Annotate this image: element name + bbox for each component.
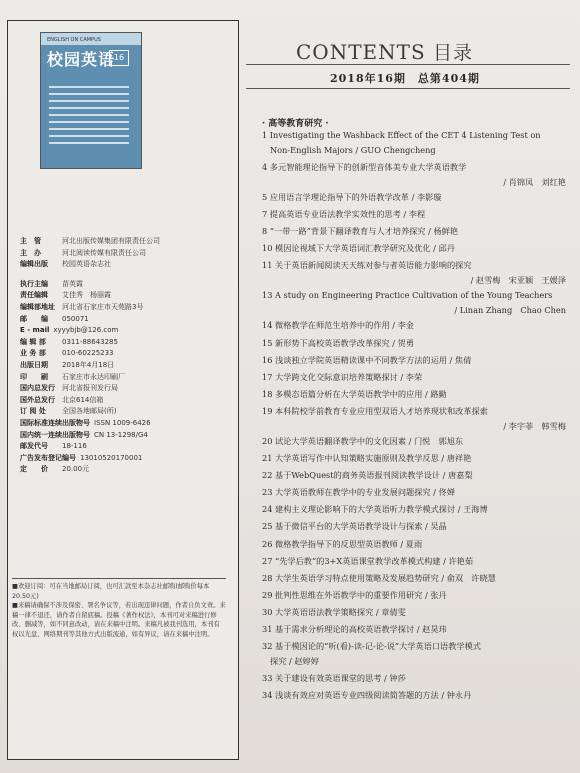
masthead-value: xyyybjb@126.com (53, 326, 119, 335)
toc-entry[interactable]: / 赵雪梅 宋亚颖 王媛泽 (470, 275, 566, 286)
toc-entry[interactable]: 32 基于模因论的“听(看)-读-记-论-说”大学英语口语教学模式 (262, 641, 481, 652)
toc-entry[interactable]: / Linan Zhang Chao Chen (454, 305, 566, 316)
section-title: · 高等教育研究 · (262, 119, 329, 129)
masthead-row (20, 290, 230, 302)
masthead-label: 国际标准连续出版物号 (20, 418, 90, 427)
toc-entry[interactable]: 5 应用语言学理论指导下的外语教学改革 / 李影璇 (262, 192, 442, 203)
masthead-row (20, 236, 230, 248)
masthead-label: E - mail (20, 326, 50, 335)
header-rule-bottom (246, 88, 570, 89)
toc-entry[interactable]: 14 微格教学在师范生培养中的作用 / 李金 (262, 320, 414, 331)
masthead-label: 邮发代号 (20, 442, 48, 451)
masthead-label: 印 刷 (20, 372, 48, 381)
masthead-value: 050071 (62, 314, 89, 323)
masthead-value: 20.00元 (62, 465, 90, 474)
masthead-value: 2018年4月18日 (62, 360, 115, 369)
masthead-value: ISSN 1009-6426 (94, 418, 151, 427)
contents-title: CONTENTS (296, 40, 426, 64)
toc-entry[interactable]: 24 建构主义理论影响下的大学英语听力教学模式探讨 / 王海博 (262, 504, 488, 515)
masthead-value: 河北阅读传媒有限责任公司 (62, 248, 146, 257)
toc-entry[interactable]: 1 Investigating the Washback Effect of the CET 4 Listening Test on (262, 130, 541, 140)
note-subscription: ■欢迎订阅：可在当地邮局订阅，也可汇款至本杂志社邮购(邮购价每本20.50元) (12, 583, 210, 600)
masthead-value: 北京614信箱 (62, 395, 104, 404)
masthead-label: 国外总发行 (20, 395, 55, 404)
masthead-label: 订 阅 处 (20, 407, 46, 416)
masthead-row (20, 248, 230, 260)
masthead-label: 责任编辑 (20, 291, 48, 300)
toc-entry[interactable]: 20 试论大学英语翻译教学中的文化因素 / 门悦 郭旭东 (262, 435, 464, 446)
masthead-label: 国内总发行 (20, 384, 55, 393)
toc-entry[interactable]: 21 大学英语写作中认知策略实施原则及教学反思 / 唐祥艳 (262, 453, 472, 464)
masthead-row (20, 314, 230, 326)
contents-header (296, 38, 473, 65)
masthead-notes (12, 578, 226, 639)
masthead-label: 业 务 部 (20, 349, 46, 358)
masthead-label: 执行主编 (20, 279, 48, 288)
masthead-value: 艾佳秀 杨丽霞 (62, 291, 111, 300)
toc-entry[interactable]: 7 提高英语专业语法教学实效性的思考 / 李程 (262, 209, 426, 220)
toc-entry[interactable]: 8 “一带一路”背景下翻译教育与人才培养探究 / 杨鲜艳 (262, 226, 459, 237)
masthead-row (20, 453, 230, 465)
masthead-label: 邮 编 (20, 314, 48, 323)
masthead-value: 河北出版传媒集团有限责任公司 (62, 237, 160, 245)
masthead-value: 石家庄市永达印刷厂 (62, 372, 125, 381)
masthead-label: 主 办 (20, 248, 41, 257)
toc-entry[interactable]: 27 “先学后教”的3+X英语课堂教学改革模式构建 / 许艳茹 (262, 555, 474, 566)
masthead-row (20, 325, 230, 337)
toc-entry[interactable]: 33 关于建设有效英语课堂的思考 / 钟莎 (262, 673, 406, 684)
toc-entry[interactable]: 17 大学跨文化交际意识培养策略探讨 / 李荣 (262, 371, 423, 382)
toc-entry[interactable]: 16 浅谈独立学院英语精读课中不同教学方法的运用 / 焦倩 (262, 354, 472, 365)
masthead-row (20, 302, 230, 314)
masthead-label: 编辑部地址 (20, 302, 55, 311)
masthead-value: 010-60225233 (62, 349, 114, 358)
cover-thumbnail (40, 32, 142, 169)
toc-entry[interactable]: 23 大学英语教师在教学中的专业发展问题探究 / 佟婵 (262, 487, 455, 498)
masthead-label: 定 价 (20, 465, 48, 474)
masthead-row (20, 464, 230, 476)
masthead-row (20, 395, 230, 407)
masthead-value: 校园英语杂志社 (62, 260, 111, 269)
masthead-row (20, 348, 230, 360)
masthead-row (20, 360, 230, 372)
masthead-row (20, 259, 230, 271)
toc-entry[interactable]: 28 大学生英语学习特点使用策略及发展趋势研究 / 俞双 许晓慧 (262, 572, 496, 583)
toc-entry[interactable]: 25 基于微信平台的大学英语教学设计与探索 / 吴晶 (262, 521, 447, 532)
masthead-row (20, 383, 230, 395)
toc-entry[interactable]: 31 基于需求分析理论的高校英语教学探讨 / 赵昊玮 (262, 623, 447, 634)
masthead-row (20, 430, 230, 442)
note-submission: ■来稿请确保不涉及保密、署名争议等，若出现违律问题，作者自负文责。来稿一律不退还，请作者自留底稿。投稿《著作权法》，本刊可对来稿进行修改、删减等，如不同意改动，请在来稿中注明。来稿凡被我刊选用，本刊有权以光盘、网络期刊等其他方式出版流通，如有异议，请在来稿中注明。 (12, 602, 226, 638)
cover-issue-badge: 16 (109, 50, 129, 66)
header-rule-top (246, 64, 570, 65)
toc-entry[interactable]: 探究 / 赵婷婷 (270, 656, 319, 667)
masthead-value: 18-116 (62, 442, 87, 451)
toc-entry[interactable]: 18 多模态语篇分析在大学英语教学中的应用 / 路勤 (262, 388, 447, 399)
masthead-info (20, 236, 230, 476)
toc-entry[interactable]: Non-English Majors / GUO Chengcheng (270, 145, 436, 155)
toc-entry[interactable]: / 李宇菲 韩雪梅 (503, 420, 566, 431)
masthead-row (20, 418, 230, 430)
masthead-row (20, 372, 230, 384)
cover-decorative-lines (49, 81, 129, 149)
toc-entry[interactable]: 4 多元智能理论指导下的创新型音体美专业大学英语教学 (262, 162, 467, 173)
toc-entry[interactable]: 11 关于英语新闻阅读天天练对参与者英语能力影响的探究 (262, 260, 472, 271)
masthead-value: 河北省报刊发行局 (62, 384, 118, 393)
masthead-value: 苗英霞 (62, 279, 83, 288)
cover-small-text: ENGLISH ON CAMPUS (47, 37, 101, 43)
notes-divider (12, 578, 226, 579)
toc-entry[interactable]: 29 批判性思维在外语教学中的重要作用研究 / 张丹 (262, 589, 447, 600)
masthead-value: 河北省石家庄市天苑路3号 (62, 302, 144, 311)
masthead-value: 全国各地邮局(所) (62, 407, 117, 416)
toc-entry[interactable]: 10 模因论视域下大学英语词汇教学研究及优化 / 邱丹 (262, 243, 455, 254)
toc-entry[interactable]: 26 微格教学指导下的反思型英语教师 / 夏雨 (262, 538, 423, 549)
toc-entry[interactable]: / 肖锦凤 刘红艳 (503, 177, 566, 188)
issue-info: 2018年16期 总第404期 (330, 72, 480, 85)
toc-entry[interactable]: 22 基于WebQuest的商务英语报刊阅读教学设计 / 唐嘉梨 (262, 470, 473, 481)
toc-list (262, 129, 570, 706)
cover-title: 校园英语 (47, 50, 116, 69)
toc-entry[interactable]: 15 新形势下高校英语教学改革探究 / 贺勇 (262, 337, 414, 348)
masthead-label: 出版日期 (20, 360, 48, 369)
toc-entry[interactable]: 13 A study on Engineering Practice Cultivation of the Young Teachers (262, 290, 553, 301)
toc-spacer (262, 701, 570, 706)
masthead-label: 编辑出版 (20, 260, 48, 269)
masthead-row (20, 406, 230, 418)
masthead-value: 13010520170001 (80, 453, 143, 462)
masthead-label: 国内统一连续出版物号 (20, 430, 90, 439)
toc-entry[interactable]: 19 本科院校学前教育专业应用型双语人才培养现状和改革探索 (262, 405, 488, 416)
masthead-row (20, 337, 230, 349)
masthead-value: 0311-88643285 (62, 337, 118, 346)
toc-entry[interactable]: 30 大学英语语法教学策略探究 / 章倩雯 (262, 606, 406, 617)
masthead-label: 广告发布登记编号 (20, 453, 76, 462)
masthead-row (20, 441, 230, 453)
toc-entry[interactable]: 34 浅谈有效应对英语专业四级阅读简答题的方法 / 钟永丹 (262, 690, 472, 701)
masthead-label: 主 管 (20, 237, 41, 245)
masthead-label: 编 辑 部 (20, 337, 46, 346)
masthead-value: CN 13-1298/G4 (94, 430, 148, 439)
masthead-row (20, 279, 230, 291)
contents-title-cn: 目录 (433, 42, 474, 64)
